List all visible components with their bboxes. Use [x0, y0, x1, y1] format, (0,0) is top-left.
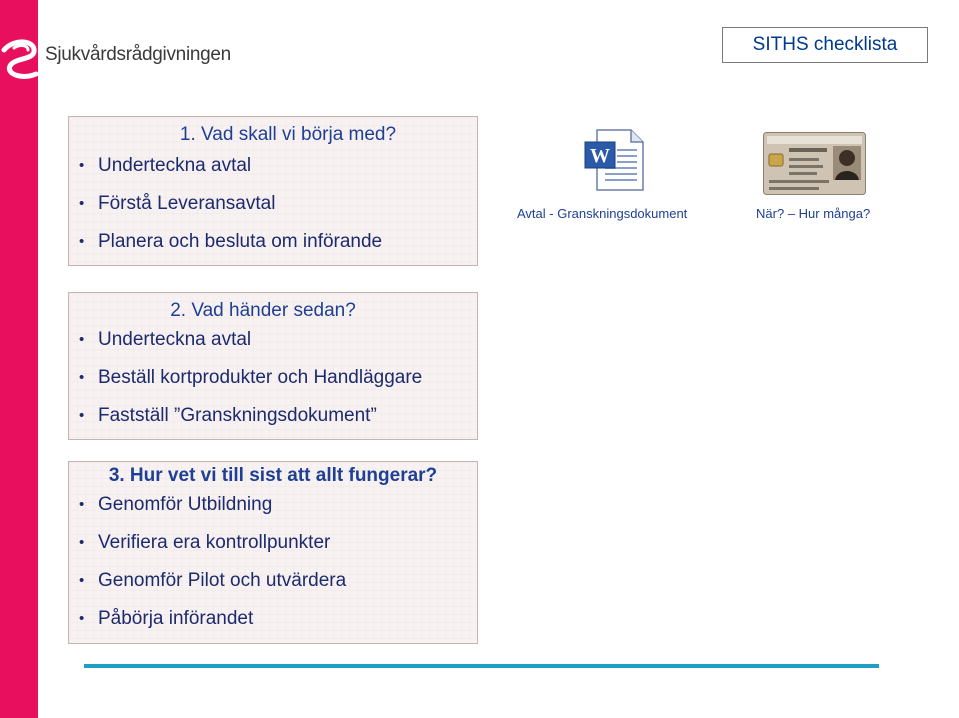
list-item: • Planera och besluta om införande	[69, 223, 477, 261]
list-item: • Påbörja införandet	[69, 600, 477, 638]
section-2-panel	[68, 292, 478, 440]
list-item: • Verifiera era kontrollpunkter	[69, 524, 477, 562]
logo-swirl-icon	[0, 34, 44, 84]
document-link[interactable]: Avtal - Granskningsdokument	[517, 206, 688, 221]
card-how-many-label: Hur många?	[798, 206, 871, 221]
page-title	[722, 27, 928, 63]
card-dash: –	[784, 206, 799, 221]
section-3-panel	[68, 461, 478, 644]
section-2-list	[69, 321, 477, 435]
bottom-divider	[84, 664, 879, 668]
section-1-panel	[68, 116, 478, 266]
section-2-heading: 2. Vad händer sedan?	[170, 300, 356, 321]
logo	[0, 34, 230, 84]
list-item: • Beställ kortprodukter och Handläggare	[69, 359, 477, 397]
page-title-text: SITHS checklista	[752, 34, 898, 55]
id-card-icon[interactable]	[763, 132, 866, 195]
section-1-heading: 1. Vad skall vi börja med?	[179, 124, 397, 145]
section-3-heading: 3. Hur vet vi till sist att allt fungerar?	[108, 465, 438, 486]
logo-text: Sjukvårdsrådgivningen	[45, 44, 231, 65]
section-3-list	[69, 486, 477, 638]
list-item: • Genomför Pilot och utvärdera	[69, 562, 477, 600]
list-item: • Förstå Leveransavtal	[69, 185, 477, 223]
word-document-icon[interactable]	[583, 128, 647, 199]
svg-text:W: W	[590, 145, 610, 167]
list-item: • Underteckna avtal	[69, 147, 477, 185]
left-accent-bar	[0, 0, 38, 718]
list-item: • Underteckna avtal	[69, 321, 477, 359]
list-item: • Genomför Utbildning	[69, 486, 477, 524]
card-when-label: När?	[756, 206, 785, 221]
list-item: • Fastställ ”Granskningsdokument”	[69, 397, 477, 435]
section-1-list	[69, 147, 477, 261]
card-link[interactable]	[756, 206, 870, 221]
